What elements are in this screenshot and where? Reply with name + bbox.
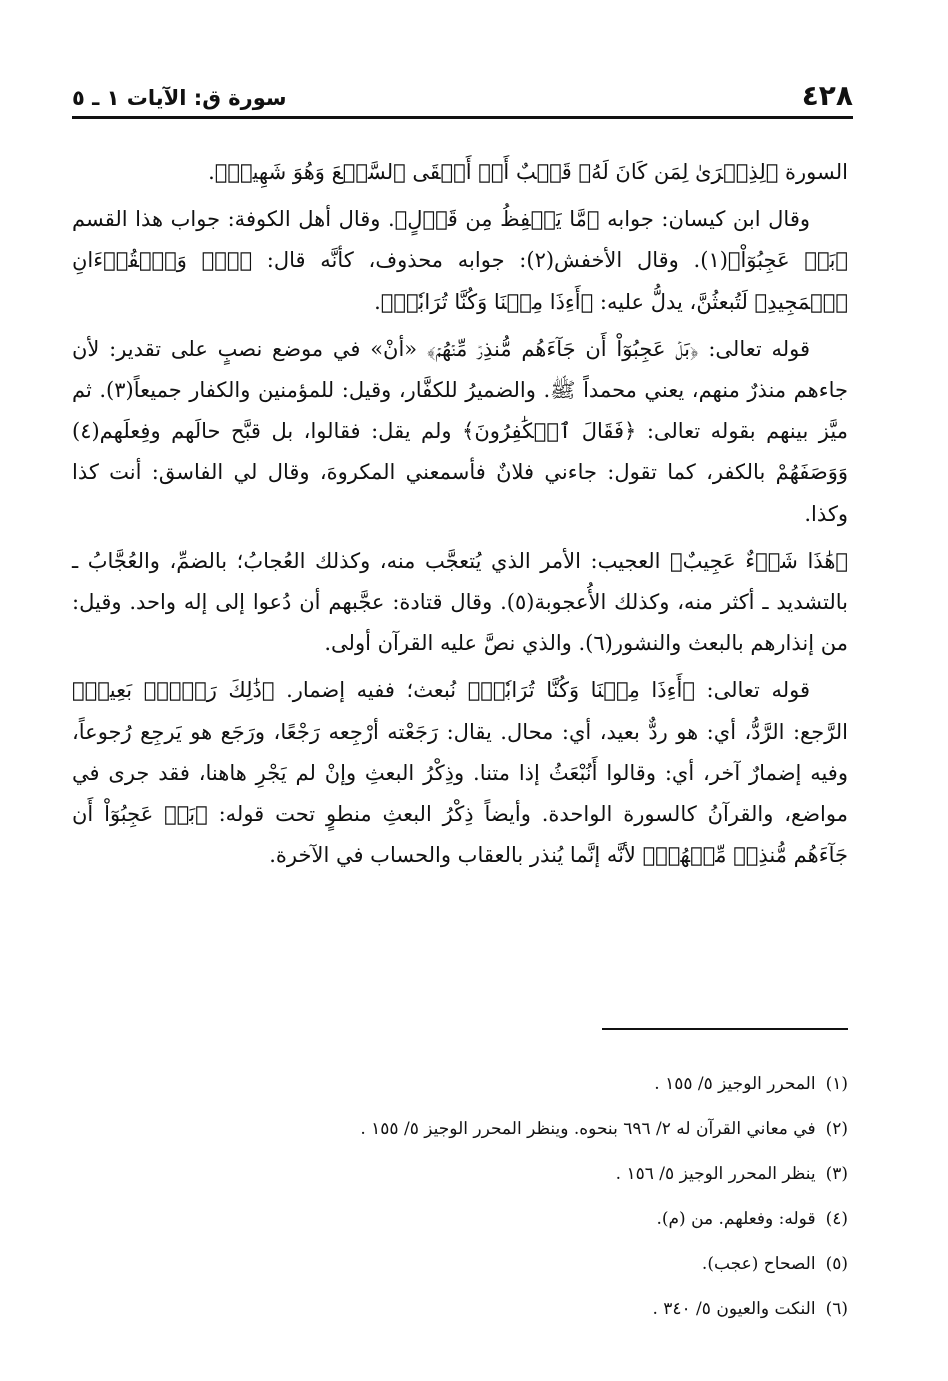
footnote-number: (٦) bbox=[825, 1299, 848, 1319]
footnote-separator bbox=[602, 1028, 848, 1030]
footnote-text: في معاني القرآن له ٢/ ٦٩٦ بنحوه. وينظر المحرر الوجيز ٥/ ١٥٥ . bbox=[360, 1119, 816, 1139]
footnote bbox=[72, 1197, 848, 1242]
footnote-text: النكت والعيون ٥/ ٣٤٠ . bbox=[652, 1299, 816, 1319]
footnote-text: ينظر المحرر الوجيز ٥/ ١٥٦ . bbox=[615, 1164, 816, 1184]
footnote-number: (٣) bbox=[825, 1164, 848, 1184]
footnotes-list bbox=[72, 1062, 848, 1332]
paragraph: ﴿هَٰذَا شَيۡءٌ عَجِيبٌ﴾ العجيب: الأمر الذي يُتعجَّب منه، وكذلك العُجابُ؛ بالضمِّ، والعُجَّابُ ـ بالتشديد ـ أكثر منه، وكذلك الأُعجوبة(٥). وقال قتادة: عجَّبهم أن دُعوا إلى إله واحد. وقيل: من إنذارهم بالبعث والنشور(٦). والذي نصَّ عليه القرآن أولى. bbox=[72, 548, 849, 656]
paragraph: السورة ﴿لِذِكۡرَىٰ لِمَن كَانَ لَهُۥ قَلۡبٌ أَوۡ أَلۡقَى ٱلسَّمۡعَ وَهُوَ شَهِيدٞ﴾. bbox=[208, 160, 848, 184]
main-text bbox=[72, 152, 848, 882]
page-number: ٤٢٨ bbox=[801, 79, 853, 112]
footnote-number: (٤) bbox=[825, 1209, 848, 1229]
footnote bbox=[72, 1287, 848, 1332]
paragraph: قوله تعالى: ﴿بَلۡ عَجِبُوٓاْ أَن جَآءَهُم مُّنذِرٞ مِّنۡهُمۡ﴾ «أنْ» في موضع نصبٍ على تقدير: لأن جاءهم منذرٌ منهم، يعني محمداً ﷺ. والضميرُ للكفَّار، وقيل: للمؤمنين والكفار جميعاً(٣). ثم ميَّز بينهم بقوله تعالى: ﴿فَقَالَ ٱلۡكَٰفِرُونَ﴾ ولم يقل: فقالوا، بل قبَّح حالَهم وفِعلَهم(٤) وَوَصَفَهُمْ بالكفر، كما تقول: جاءني فلانٌ فأسمعني المكروهَ، وقال لي الفاسق: أنت كذا وكذا. bbox=[72, 336, 848, 526]
footnote bbox=[72, 1152, 848, 1197]
footnote bbox=[72, 1242, 848, 1287]
paragraph: وقال ابن كيسان: جوابه ﴿مَّا يَلۡفِظُ مِن قَوۡلٍ﴾. وقال أهل الكوفة: جواب هذا القسم ﴿بَلۡ عَجِبُوٓاْ﴾(١). وقال الأخفش(٢): جوابه محذوف، كأنَّه قال: ﴿قٓۚ وَٱلۡقُرۡءَانِ ٱلۡمَجِيدِ﴾ لَتُبعثُنَّ، يدلُّ عليه: ﴿أَءِذَا مِتۡنَا وَكُنَّا تُرَابٗاۖ﴾. bbox=[72, 207, 849, 314]
footnote-number: (٥) bbox=[825, 1254, 848, 1274]
footnote-text: الصحاح (عجب). bbox=[701, 1254, 816, 1274]
page-header bbox=[72, 78, 853, 119]
footnote-text: المحرر الوجيز ٥/ ١٥٥ . bbox=[654, 1074, 816, 1094]
footnote-text: قوله: وفعلهم. من (م). bbox=[656, 1209, 816, 1229]
footnote bbox=[72, 1062, 848, 1107]
running-title: سورة ق: الآيات ١ ـ ٥ bbox=[72, 86, 287, 110]
footnote-number: (٢) bbox=[825, 1119, 848, 1139]
paragraph: قوله تعالى: ﴿أَءِذَا مِتۡنَا وَكُنَّا تُرَابٗاۖ﴾ نُبعث؛ ففيه إضمار. ﴿ذَٰلِكَ رَجۡعُۢ بَعِيدٞ﴾ الرَّجع: الرَّدُّ، أي: هو ردٌّ بعيد، أي: محال. يقال: رَجَعْته أرْجِعه رَجْعًا، ورَجَع هو يَرجِع رُجوعاً، وفيه إضمارٌ آخر، أي: وقالوا أَنُبْعَثُ إذا متنا. وذِكْرُ البعثِ وإنْ لم يَجْرِ هاهنا، فقد جرى في مواضع، والقرآنُ كالسورة الواحدة. وأيضاً ذِكْرُ البعثِ منطوٍ تحت قوله: ﴿بَلۡ عَجِبُوٓاْ أَن جَآءَهُم مُّنذِرٞ مِّنۡهُمۡ﴾ لأنَّه إنَّما يُنذر بالعقاب والحساب في الآخرة. bbox=[72, 678, 848, 868]
footnote bbox=[72, 1107, 848, 1152]
footnote-number: (١) bbox=[825, 1074, 848, 1094]
